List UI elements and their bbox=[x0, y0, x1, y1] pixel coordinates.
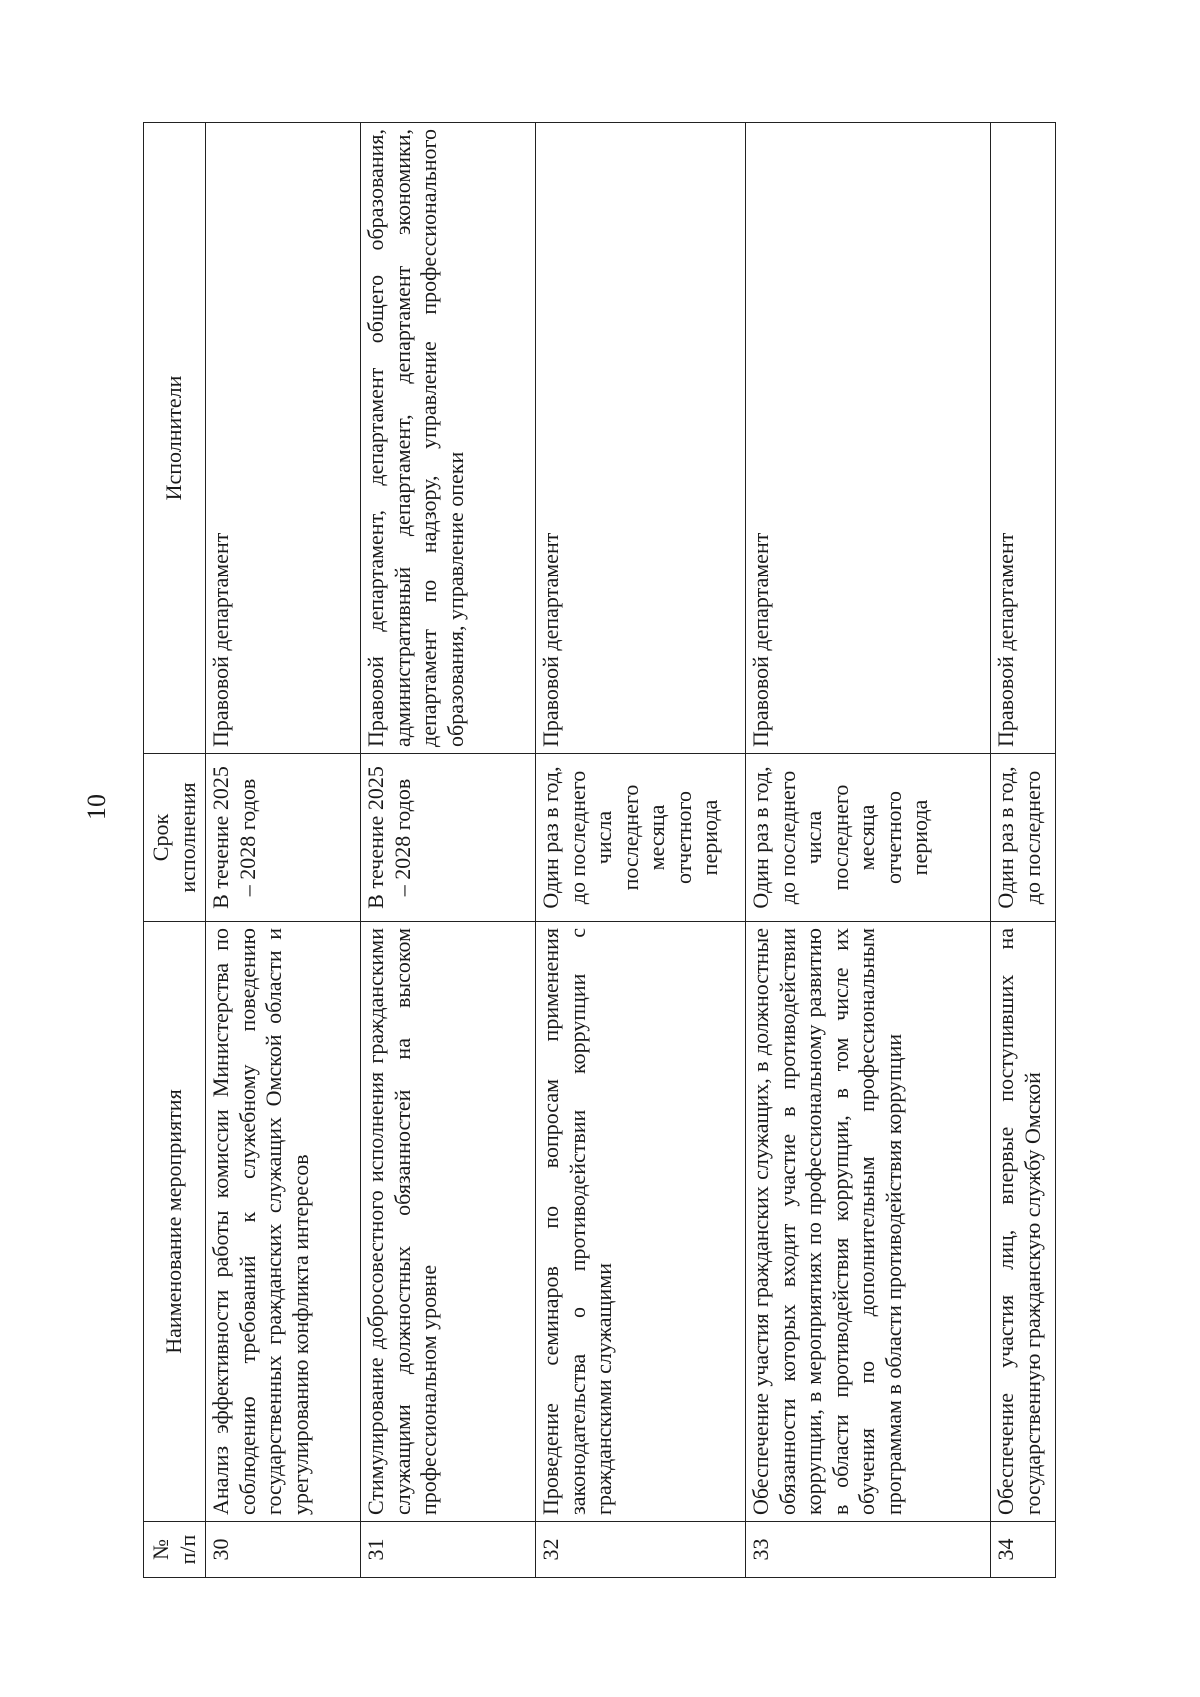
measure-term: В течение 2025 – 2028 годов bbox=[206, 754, 361, 922]
measures-table-rotated bbox=[143, 123, 1103, 1578]
header-num: № п/п bbox=[144, 1522, 206, 1578]
measure-executors: Правовой департамент bbox=[746, 123, 991, 754]
measure-executors: Правовой департамент bbox=[206, 123, 361, 754]
header-name: Наименование мероприятия bbox=[144, 922, 206, 1522]
table-row bbox=[746, 123, 991, 1578]
table-header-row bbox=[144, 123, 206, 1578]
row-number: 32 bbox=[536, 1522, 746, 1578]
header-term: Срок исполнения bbox=[144, 754, 206, 922]
measure-name: Стимулирование добросовестного исполнения гражданскими служащими должностных обязанностей на высоком профессиональном уровне bbox=[361, 922, 536, 1522]
table-row bbox=[361, 123, 536, 1578]
measure-term: Один раз в год, до последнего числа последнего месяца отчетного периода bbox=[746, 754, 991, 922]
table-row bbox=[206, 123, 361, 1578]
page-number: 10 bbox=[82, 794, 111, 820]
measure-name: Обеспечение участия гражданских служащих, в должностные обязанности которых входит участие в противодействии коррупции, в мероприятиях по профессиональному развитию в области противодействия коррупции, в том числе их обучения по дополнительным профессиональным программам в области противодействия коррупции bbox=[746, 922, 991, 1522]
measure-term: Один раз в год, до последнего bbox=[991, 754, 1056, 922]
row-number: 30 bbox=[206, 1522, 361, 1578]
table-row bbox=[991, 123, 1056, 1578]
measure-name: Анализ эффективности работы комиссии Министерства по соблюдению требований к служебному поведению государственных гражданских служащих Омской области и урегулированию конфликта интересов bbox=[206, 922, 361, 1522]
row-number: 33 bbox=[746, 1522, 991, 1578]
measure-term: Один раз в год, до последнего числа последнего месяца отчетного периода bbox=[536, 754, 746, 922]
header-executors: Исполнители bbox=[144, 123, 206, 754]
measure-term: В течение 2025 – 2028 годов bbox=[361, 754, 536, 922]
measure-executors: Правовой департамент bbox=[991, 123, 1056, 754]
measure-name: Обеспечение участия лиц, впервые поступивших на государственную гражданскую службу Омской bbox=[991, 922, 1056, 1522]
row-number: 31 bbox=[361, 1522, 536, 1578]
row-number: 34 bbox=[991, 1522, 1056, 1578]
measure-name: Проведение семинаров по вопросам применения законодательства о противодействии коррупции с гражданскими служащими bbox=[536, 922, 746, 1522]
measure-executors: Правовой департамент, департамент общего образования, административный департамент, департамент экономики, департамент по надзору, управление профессионального образования, управление опеки bbox=[361, 123, 536, 754]
measure-executors: Правовой департамент bbox=[536, 123, 746, 754]
table-row bbox=[536, 123, 746, 1578]
measures-table bbox=[143, 122, 1056, 1578]
